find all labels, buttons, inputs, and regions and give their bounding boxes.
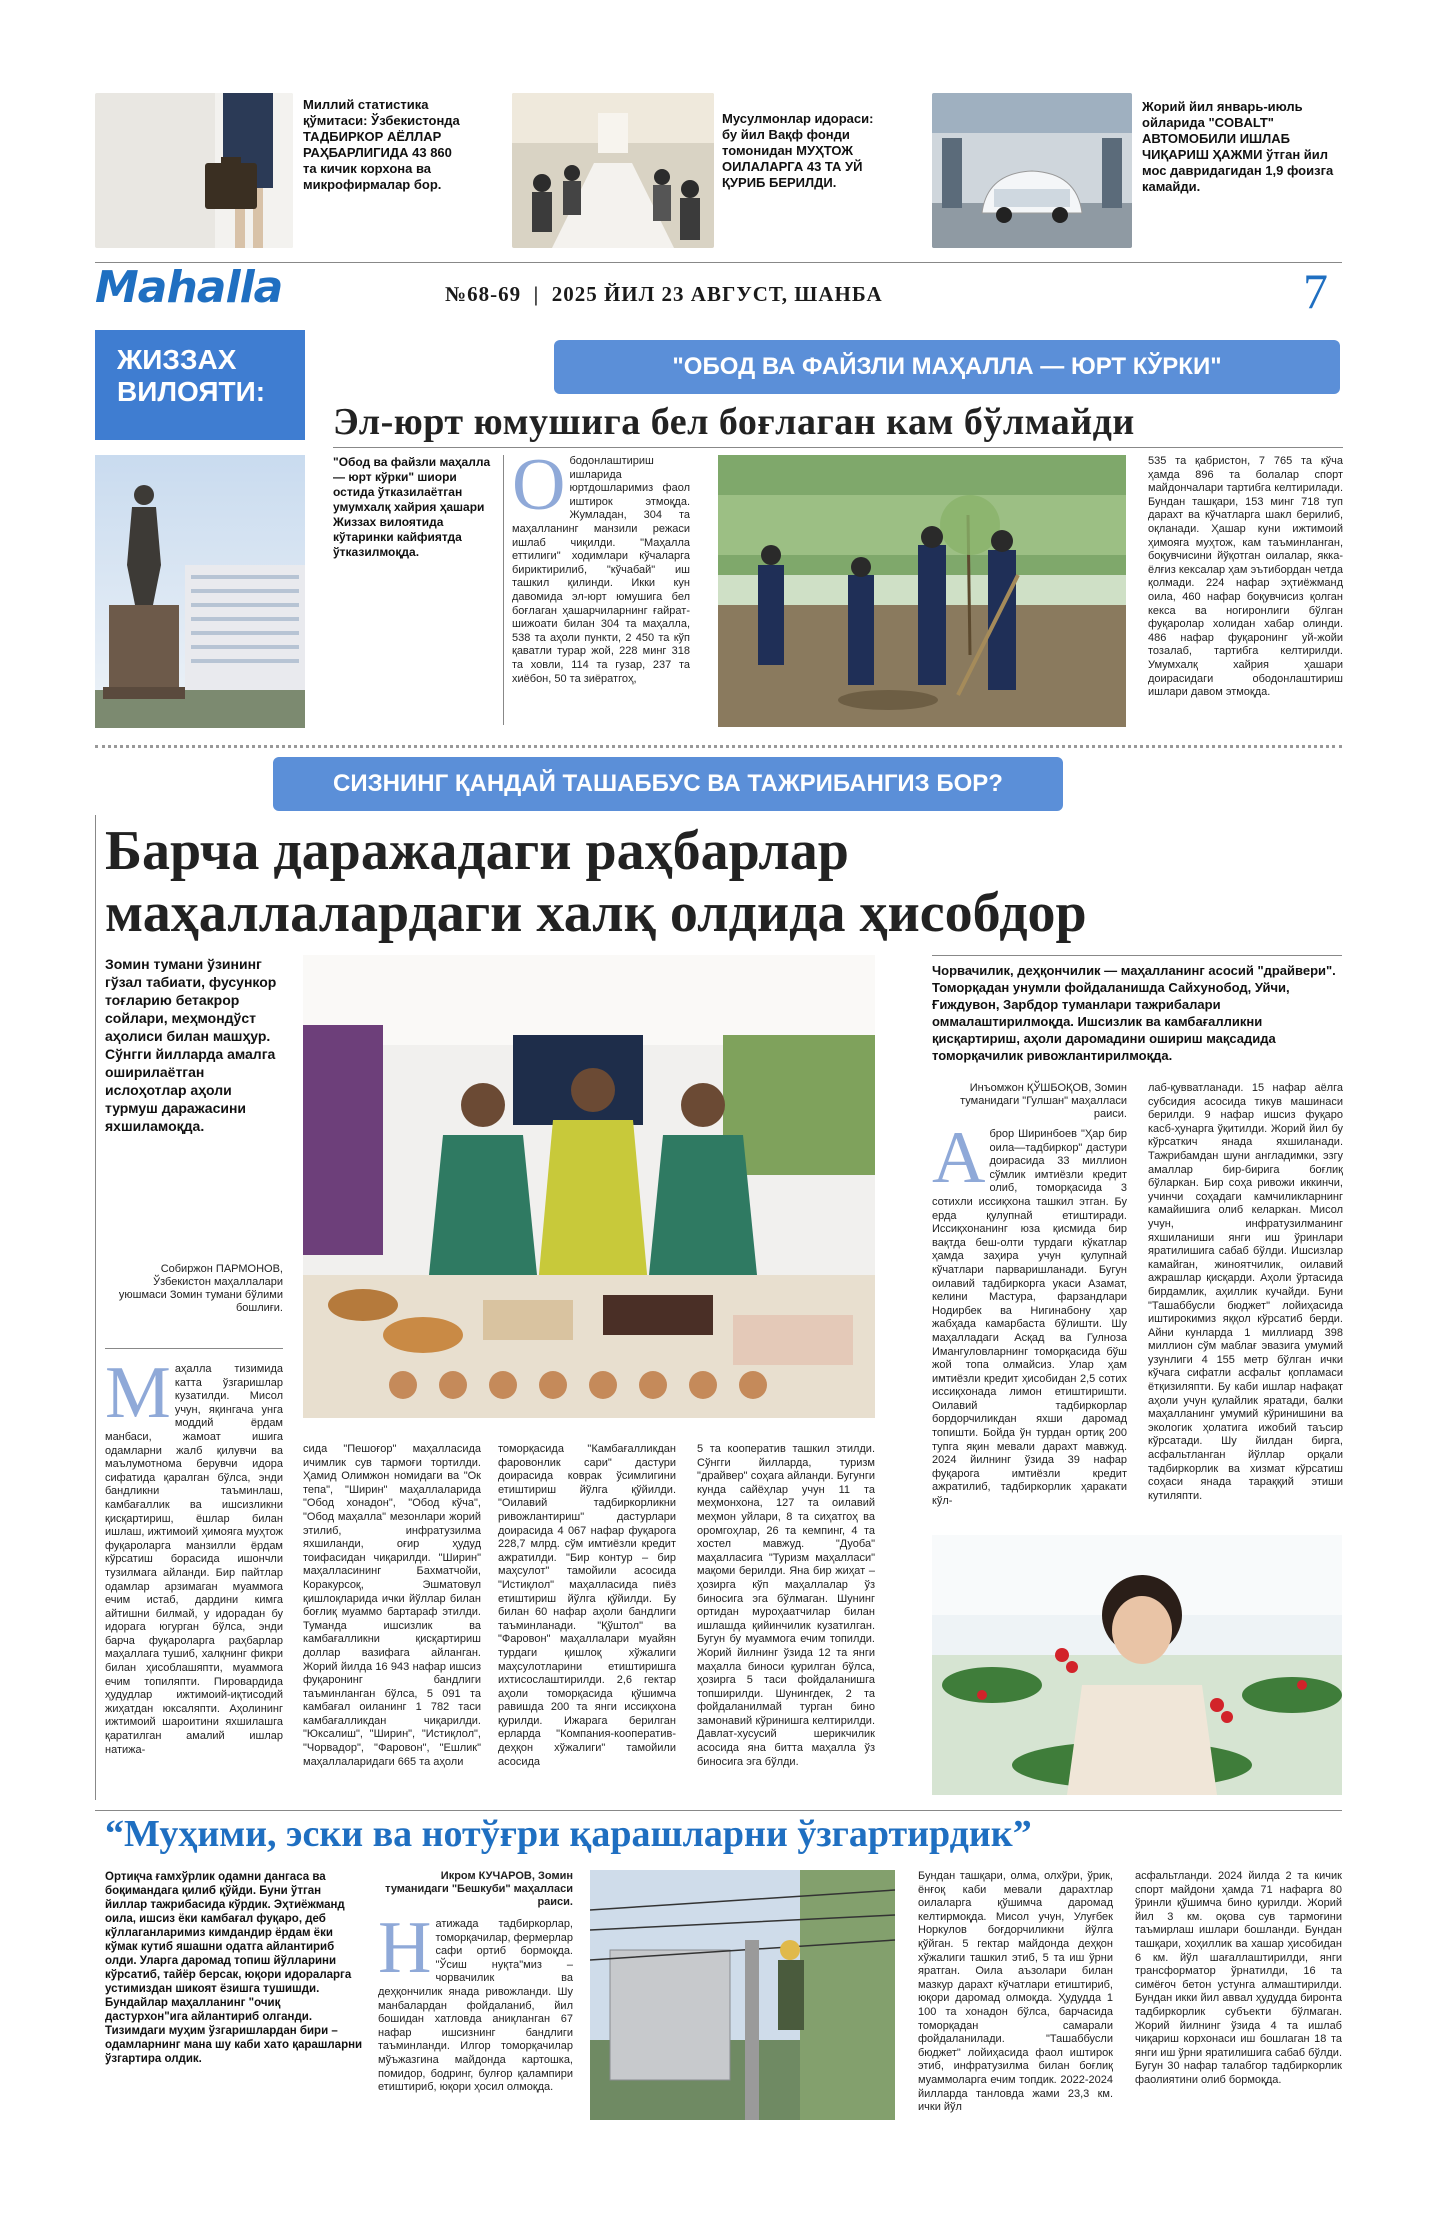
electrician-photo — [590, 1870, 895, 2120]
section4-dropcap: Н — [378, 1918, 432, 1989]
strawberry-girl-photo — [932, 1535, 1342, 1795]
teaser-3[interactable] — [932, 93, 1342, 248]
section3-col2-text: лаб-қувватланади. 15 нафар аёлга субсидия асосида тикув машинаси берилди. 9 нафар ишсиз фуқаро касб-ҳунарга ўқитилди. Жорий йил бу кўрсаткич янада яхшиланади. Тажрибамдан шуни англадимки, эзгу амаллар бир-бирига боғлиқ бўларкан. Бир соҳа ривожи иккинчи, учинчи соҳадаги камчиликларнинг камайишига олиб келаркан. Мисол учун, инфратузилманинг яхшиланиши янги иш ўринлари яратилишига сабаб бўлди. Ишсизлар камайган, жиноятчилик, оилавий ажрашлар қисқарди. Аҳоли ўртасида бирдамлик, аҳиллик кучайди. Буни "Ташаббусли бюджет" лойиҳасида иштирокимиз яққол кўрсатиб берди. Айни кунларда 1 миллиард 398 миллион сўм маблағ эвазига умумий узунлиги 4 155 метр бўлган ички кўчага сифатли асфальт қопламаси ётқизиляпти. Бу каби ишлар нафақат аҳоли учун қулайлик яратади, балки маҳалланинг умумий кўринишини ва экологик ҳолатига ижобий таъсир кўрсатади. Шу йилдан бирга, асфальтланган йўллар орқали тадбиркорлик ва хизмат кўрсатиш соҳаси янада тараққий этиши кутиляпти. — [1148, 1082, 1343, 1502]
issue-line: №68-69 | 2025 ЙИЛ 23 АВГУСТ, ШАНБА — [445, 282, 883, 306]
section2-left-rule — [95, 815, 96, 1800]
section3-top-rule — [932, 955, 1342, 956]
teaser-3-text: Жорий йил январь-июль ойларида "COBALT" АВТОМОБИЛИ ИШЛАБ ЧИҚАРИШ ҲАЖМИ ўтган йил мос давридагидан 1,9 фоизга камайди. — [1142, 99, 1334, 194]
masthead-logo[interactable]: Mahalla — [95, 262, 283, 313]
section1-col1 — [512, 455, 690, 727]
section3-col1-text: брор Ширинбоев "Ҳар бир оила—тадбиркор" дастури доирасида 33 миллион сўмлик имтиёзли кредит олиб, томорқасида 3 сотихли иссиқхона ташкил этган. Бу ерда қулупнай етиштиради. Иссиқхонанинг юза қисмида бир вақтда беш-олти турдаги кўкатлар ҳамда заҳира учун қулупнай кўчатлари парваришланади. Бугун оилавий тадбиркорга укаси Азамат, келини Мастура, фарзандлари Нодирбек ва Нигинабону ҳар жабҳада камарбаста бўлишти. Шу маҳалладаги Асқад ва Гулноза Имангуловларнинг томорқасида бўш жой топа олмайсиз. Улар ҳам имтиёзли кредит ҳисобидан 2,5 сотих иссиқхонада лимон етиштиришти. Оилавий тадбиркорлар бордорчиликдан яхши даромад топишти. Бойда ўн турдан ортиқ 200 тупга яқин мевали дарахт мавжуд. 2024 йилнинг ўзида 39 нафар фуқарога имтиёзли кредит ажратилиб, тадбиркорлик ҳаракати кўл- — [932, 1128, 1127, 1508]
section3-lead: Чорвачилик, деҳқончилик — маҳалланинг асосий "драйвери". Томорқадан унумли фойдаланишда Сайхунобод, Уйчи, Ғиждувон, Зарбдор туманлари тажрибалари оммалаштирилмоқда. Ишсизлик ва камбағалликни қисқартириш, аҳоли даромадини ошириш мақсадида томорқачилик ривожлантирилмоқда. — [932, 963, 1336, 1063]
section3-col1 — [932, 1128, 1127, 1518]
section2-headline-line2: маҳаллалардаги халқ олдида ҳисобдор — [105, 882, 1087, 944]
section4-col3-text: асфальтланди. 2024 йилда 2 та кичик спорт майдони ҳамда 71 нафарга 80 ўринли қўшимча бино қурилди. Жорий йил 3 км. оқова сув тармоғини таъмирлаш ишлари бошланди. Бундан ташқари, хоҳиллик ва хашар ҳисобидан 6 км. йўл шағаллаштирилди, янги трансформатор ўрнатилди, 16 та симёғоч бетон устунга алмаштирилди. Бундан икки йил аввал ҳудудда биронта тадбиркорлик субъекти бўлмаган. Жорий йилнинг ўзида 4 та ишлаб чиқариш корхонаси иш бошлаган 18 та янги иш ўрни яратилишига сабаб бўлди. Бугун 30 нафар талабгор тадбиркорлик фаолиятини олиб бормоқда. — [1135, 1870, 1342, 2086]
section1-dropcap: О — [512, 455, 566, 526]
page-number: 7 — [1303, 263, 1328, 319]
teaser-3-photo — [932, 93, 1132, 248]
section1-col2-text: 535 та қабристон, 7 765 та кўча ҳамда 896 та болалар спорт майдончалари тартибга келтирилади. Бундан ташқари, 153 минг 718 туп дарахт ва кўчатларга шакл берилиб, оқланади. Ҳашар куни ижтимоий ҳимояга муҳтож, кам таъминланган, боқувчисини йўқотган оилалар, якка-ёлғиз кексалар ҳам эътибордан четда қолмади. 224 нафар эҳтиёжманд оила, 460 нафар боқувчисиз қолган кекса ва ногиронлиги бўлган фуқаролар холидан хабар олинди. 486 нафар фуқаронинг уй-жойи тозалаб, тартибга келтирилди. Умумхалқ хайрия ҳашари доирасидаги ободонлаштириш ишлари давом этмоқда. — [1148, 455, 1343, 699]
section4-col2 — [918, 1870, 1113, 2118]
section3-col2 — [1148, 1082, 1343, 1518]
section4-col3 — [1135, 1870, 1342, 2118]
teaser-1[interactable] — [95, 93, 460, 248]
section2-lead-rule — [105, 1348, 283, 1349]
section1-lead: "Обод ва файзли маҳалла — юрт кўрки" шиори остида ўтказилаётган умумхалқ хайрия ҳашари Жиззах вилоятида кўтаринки кайфиятда ўтказилмоқда. — [333, 455, 491, 559]
section2-col1-text: аҳалла тизимида катта ўзгаришлар кузатилди. Мисол учун, яқингача унга моддий ёрдам манбаси, жамоат ишига одамларни жалб қилувчи ва маълумотнома берувчи идора сифатида қаралган бўлса, энди бандликни таъминлаш, камбағаллик ва ишсизликни қисқартириш, ёшлар билан ишлаш, ижтимоий ҳимояга муҳтож фуқароларга манзилли ёрдам кўрсатиш борасида ишончли тузилмага айланди. Бир пайтлар одамлар арзимаган муаммога ечим истаб, дардини кимга айтишни билмай, у идорадан бу идорага югурган бўлса, энди барча фуқароларга раҳбарлар маҳаллага тушиб, халқнинг фикри билан ҳисоблашяпти, муаммога ечим топиляпти. Пировардида ҳудудлар ижтимоий-иқтисодий жиҳатдан юксаляпти. Аҳолининг ижтимоий шароитини яхшилашга қаратилган амалий ишлар натижа- — [105, 1363, 283, 1756]
section2-dropcap: М — [105, 1363, 171, 1434]
section3-author: Инъомжон ҚЎШБОҚОВ, Зомин туманидаги "Гулшан" маҳалласи раиси. — [960, 1082, 1127, 1120]
section1-rule — [333, 447, 1343, 448]
section2-lead: Зомин тумани ўзининг гўзал табиати, фусункор тоғларию бетакрор сойлари, меҳмондўст аҳолиси билан машҳур. Сўнгги йилларда амалга оширилаётган ислоҳотлар аҳоли турмуш даражасини яхшиламоқда. — [105, 956, 277, 1134]
section4-top-rule — [95, 1810, 1342, 1811]
section2-col2-text: сида "Пешоғор" маҳалласида ичимлик сув тармоғи тортилди. Ҳамид Олимжон номидаги ва "Ок тепа", "Ширин" маҳаллаларида "Обод хонадон", "Обод кўча", "Обод маҳалла" мезонлари жорий этилиб, инфратузилма яхшиланди, оғир ҳудуд тоифасидан чиқарилди. "Ширин" маҳалласининг Бахматчойи, Коракурсоқ, Эшматовул қишлоқларида ички йўллар билан боғлиқ муаммо бартараф этилди. Туманда ишсизлик ва камбағалликни қисқартириш доллар вазифага айланган. Жорий йилда 16 943 нафар ишсиз фуқаронинг бандлиги таъминланган бўлса, 5 091 та камбағал оиланинг 1 782 таси камбағалликдан чиқарилди. "Юксалиш", "Ширин", "Истиқлол", "Чорвадор", "Фаровон", "Ешлик" маҳаллаларидаги 665 та аҳоли — [303, 1443, 481, 1768]
section4-col1-text: атижада тадбиркорлар, томорқачилар, фермерлар сафи ортиб бормоқда. "Ўсиш нуқта"миз – чорвачилик ва деҳқончилик янада ривожланди. Шу манбалардан фойдаланиб, йил бошидан хатловда аниқланган 67 нафар ишсизнинг бандлиги таъминланди. Илгор томорқачилар мўъжазгина майдонда картошка, помидор, бодринг, булғор қалампири етиштириб, юқори ҳосил олмоқда. — [378, 1918, 573, 2094]
section4-col1 — [378, 1918, 573, 2118]
section2-col3-text: томорқасида "Камбағалликдан фаровонлик сари" дастури доирасида коврак ўсимлигини етиштириш йўлга қўйилди. "Оилавий тадбиркорликни ривожлантириш" дастурлари доирасида 4 067 нафар фуқарога 228,7 млрд. сўм имтиёзли кредит ажратилди. "Бир контур – бир маҳсулот" тамойили асосида "Истиқлол" маҳалласида пиёз етиштириш йўлга қўйилди. Бу билан 60 нафар аҳоли бандлиги таъминланади. "Қўштол" ва "Фаровон" маҳаллалари муайян турдаги қишлоқ хўжалиги маҳсулотларини етиштиришга ихтисослаштирилди. 2,6 гектар аҳоли томорқасида қўшимча равишда 200 та янги иссиқхона қурилди. Ижарага берилган ерларда "Компания-кооператив-деҳқон хўжалиги" тамойили асосида — [498, 1443, 676, 1768]
section3-dropcap: А — [932, 1128, 986, 1199]
teaser-2-photo — [512, 93, 714, 248]
section2-col4-text: 5 та кооператив ташкил этилди. Сўнгги йилларда, туризм "драйвер" соҳага айланди. Бугунги кунда сайёҳлар учун 11 та меҳмонхона, 127 та оилавий меҳмон уйлари, 8 та сиҳатгоҳ ва оромгоҳлар, 26 та кемпинг, 4 та хостел мавжуд. "Дуоба" маҳалласига "Туризм маҳалласи" мақоми берилди. Яна бир жиҳат – ҳозирга кўп маҳаллалар ўз биносига эга бўлмаган. Шунинг ортидан муроҳаатчилар билан ишлашда қийинчилик кузатилган. Бугун бу муаммога ечим топилди. Жорий йилнинг ўзида 12 та янги маҳалла биноси қурилган бўлса, ҳозирга 5 таси фойдаланишга топширилди. Шунингдек, 2 та фойдаланилмай турган бино замонавий кўринишга келтирилди. Давлат-хусусий шерикчилик асосида яна битта маҳалла ўз биносига эга бўлди. — [697, 1443, 875, 1768]
section2-col1 — [105, 1363, 283, 1800]
section2-banner: СИЗНИНГ ҚАНДАЙ ТАШАББУС ВА ТАЖРИБАНГИЗ БОР? — [273, 757, 1063, 811]
teaser-2[interactable] — [512, 93, 872, 248]
section4-headline: “Муҳими, эски ва нотўғри қарашларни ўзгартирдик” — [105, 1813, 1032, 1855]
section1-headline: Эл-юрт юмушига бел боғлаган кам бўлмайди — [333, 401, 1135, 443]
section-divider — [95, 745, 1342, 748]
section2-col4 — [697, 1443, 875, 1800]
region-label: ЖИЗЗАХ ВИЛОЯТИ: — [95, 330, 305, 440]
monument-photo — [95, 455, 305, 728]
section4-col2-text: Бундан ташқари, олма, олхўри, ўрик, ёнғоқ каби мевали дарахтлар оилаларга қўшимча даромад келтирмоқда. Мисол учун, Улуғбек Норкулов боғдорчиликни йўлга қўйган. 5 гектар майдонда деҳқон хўжалиги ташкил этиб, 5 та иш ўрни яратган. Оила аъзолари билан мазкур дарахт кўчатлари етиштириб, юқори даромад олмоқда. Ҳудудда 1 100 та хонадон бўлса, барчасида томорқадан самарали фойдаланилади. "Ташаббусли бюджет" лойиҳасида фаол иштирок этиб, инфратузилма билан боғлиқ муаммоларга ечим топдик. 2022-2024 йилларда танловда жами 23,3 км. ички йўл — [918, 1870, 1113, 2114]
section2-col3 — [498, 1443, 676, 1800]
teaser-1-text: Миллий статистика қўмитаси: Ўзбекистонда ТАДБИРКОР АЁЛЛАР РАҲБАРЛИГИДА 43 860 та кичик корхона ва микрофирмалар бор. — [303, 97, 460, 192]
market-women-photo — [303, 955, 875, 1418]
section2-headline-line1: Барча даражадаги раҳбарлар — [105, 820, 849, 882]
section1-col-rule — [503, 455, 504, 725]
section1-col2 — [1148, 455, 1343, 727]
teaser-2-text: Мусулмонлар идораси: бу йил Вақф фонди томонидан МУҲТОЖ ОИЛАЛАРГА 43 ТА УЙ ҚУРИБ БЕРИЛДИ. — [722, 111, 874, 190]
section2-headline — [105, 820, 1335, 944]
section1-banner: "ОБОД ВА ФАЙЗЛИ МАҲАЛЛА — ЮРТ КЎРКИ" — [554, 340, 1340, 394]
section4-lead: Ортиқча ғамхўрлик одамни дангаса ва боқимандага қилиб қўйди. Буни ўтган йиллар тажрибасида кўрдик. Эҳтиёжманд оила, ишсиз ёки камбағал фуқаро, деб кўллаганларимиз кимдандир ёрдам ёки кўмак кутиб яшашни одатга айлантириб олди. Уларга даромад топиш йўлларини кўрсатиб, тайёр берсак, юқори идораларга устимиздан шикоят ёзишга тушишди. Бундайлар маҳалланинг "очиқ дастурхон"ига айлантириб олганди. Тизимдаги муҳим ўзгаришлардан бири – одамларнинг мана шу каби хато қарашларни ўзгартира олдик. — [105, 1871, 363, 2065]
section2-col2 — [303, 1443, 481, 1800]
section4-author: Икром КУЧАРОВ, Зомин туманидаги "Бешкуби" маҳалласи раиси. — [385, 1870, 573, 1908]
teaser-1-photo — [95, 93, 293, 248]
section1-col1-text: бодонлаштириш ишларида юртдошларимиз фаол иштирок этмоқда. Жумладан, 304 та маҳалланинг манзили режаси ишлаб чиқилди. "Маҳалла еттилиги" ходимлари кўчаларга бириктирилиб, "кўчабай" иш ташкил қилинди. Икки кун давомида эл-юрт юмушига бел боғлаган ҳашарчиларнинг ғайрат-шижоати билан 304 та маҳалла, 538 та аҳоли пункти, 2 450 та кўп қаватли турар жой, 228 минг 318 та ховли, 114 та гузар, 237 та хиёбон, 50 та зиёратгоҳ, — [512, 455, 690, 685]
tree-planting-photo — [718, 455, 1126, 727]
section2-author: Собиржон ПАРМОНОВ, Ўзбекистон маҳаллалари уюшмаси Зомин тумани бўлими бошлиғи. — [118, 1263, 283, 1314]
